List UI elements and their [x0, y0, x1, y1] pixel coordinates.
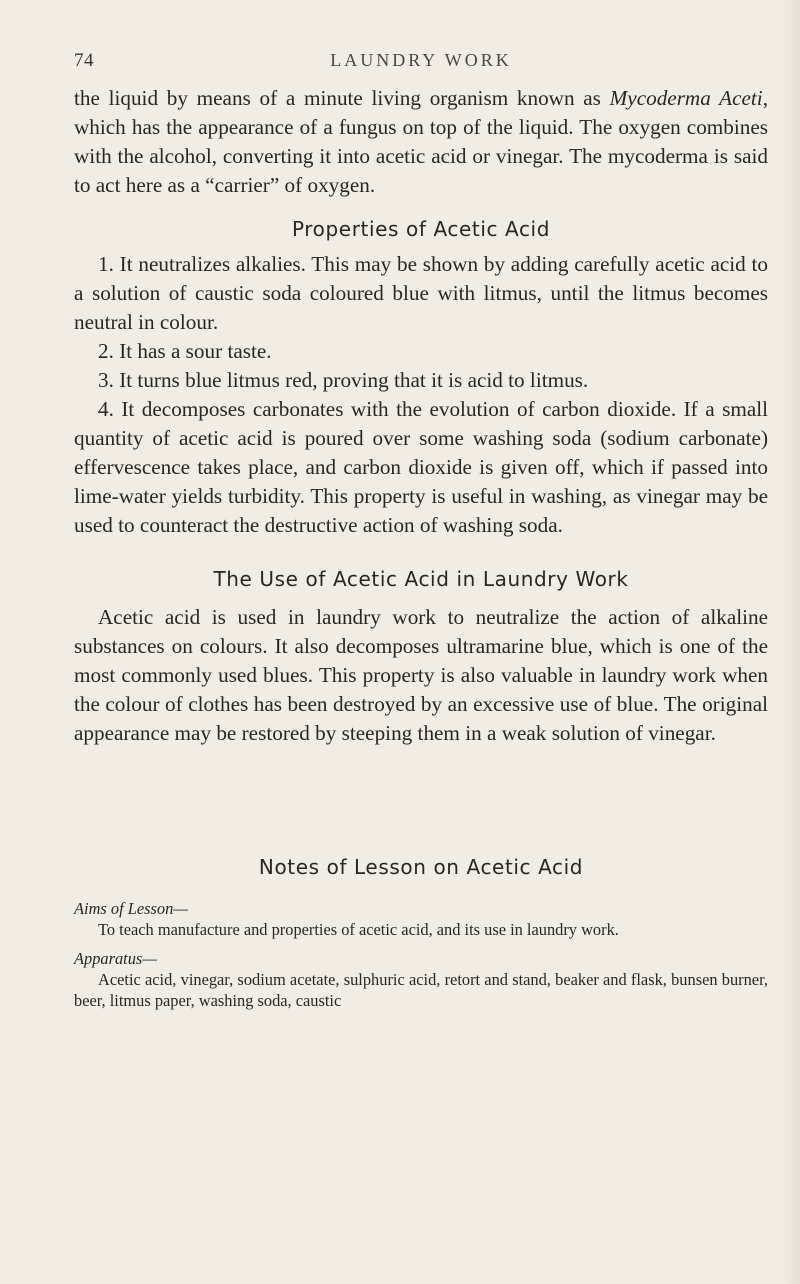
properties-heading: Properties of Acetic Acid [291, 217, 551, 241]
use-heading: The Use of Acetic Acid in Laundry Work [213, 567, 629, 591]
intro-text-end: , which has the appearance of a fungus on top of the liquid. The oxygen combines with the alcohol, converting it into acetic acid or vinegar. The mycoderma is said to act here as a “carrier” of oxygen. [74, 86, 768, 197]
notes-block [74, 898, 768, 1011]
apparatus-label: Apparatus— [74, 949, 157, 968]
properties-list [74, 250, 768, 540]
organism-name: Mycoderma Aceti [609, 86, 763, 110]
use-paragraph-text: Acetic acid is used in laundry work to neutralize the action of alkaline substances on colours. It also decomposes ultramarine blue, which is one of the most commonly used blues. This property is also valuable in laundry work when the colour of clothes has been destroyed by an excessive use of blue. The original appearance may be restored by steeping them in a weak solution of vinegar. [74, 605, 768, 745]
page-edge-shadow [782, 0, 800, 1284]
apparatus-text: Acetic acid, vinegar, sodium acetate, sulphuric acid, retort and stand, beaker and flask, bunsen burner, beer, litmus paper, washing soda, caustic [74, 970, 768, 1010]
running-title: LAUNDRY WORK [330, 50, 512, 70]
intro-text-start: the liquid by means of a minute living organism known as [74, 86, 610, 110]
notes-heading: Notes of Lesson on Acetic Acid [258, 855, 584, 879]
use-paragraph [74, 603, 768, 748]
aims-label: Aims of Lesson— [74, 899, 188, 918]
aims-text: To teach manufacture and properties of acetic acid, and its use in laundry work. [98, 920, 619, 939]
property-item: 2. It has a sour taste. [98, 339, 272, 363]
property-item: 4. It decomposes carbonates with the evolution of carbon dioxide. If a small quantity of acetic acid is poured over some washing soda (sodium carbonate) effervescence takes place, and carbon dioxide is given off, which if passed into lime-water yields turbidity. This property is useful in washing, as vinegar may be used to counteract the destructive action of washing soda. [74, 397, 768, 537]
page-number: 74 [74, 50, 94, 71]
property-item: 3. It turns blue litmus red, proving that it is acid to litmus. [98, 368, 589, 392]
running-header [74, 50, 768, 80]
intro-paragraph [74, 84, 768, 200]
property-item: 1. It neutralizes alkalies. This may be shown by adding carefully acetic acid to a solution of caustic soda coloured blue with litmus, until the litmus becomes neutral in colour. [74, 252, 768, 334]
